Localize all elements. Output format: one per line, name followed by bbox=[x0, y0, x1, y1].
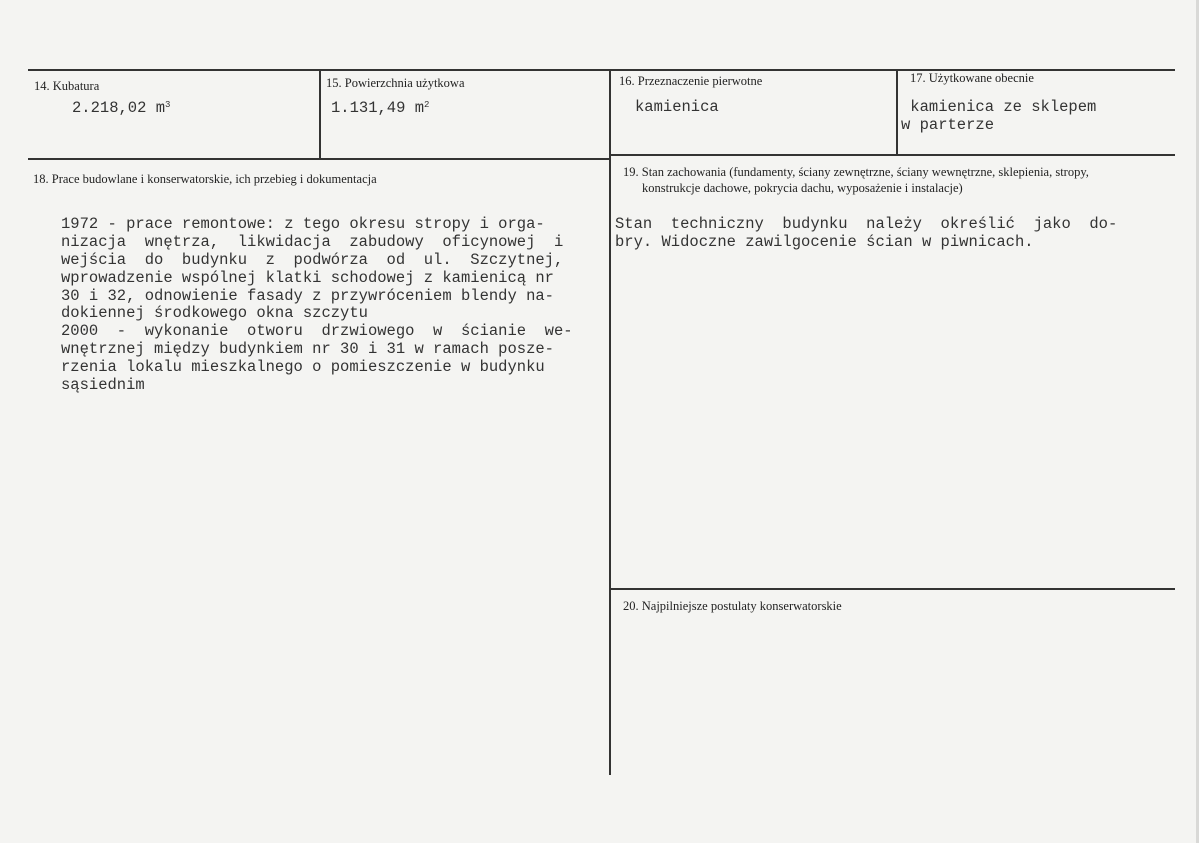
field-15-label: 15. Powierzchnia użytkowa bbox=[326, 76, 465, 90]
field-14-value-text: 2.218,02 m bbox=[72, 99, 166, 117]
field-18-line: 1972 - prace remontowe: z tego okresu stropy i orga- bbox=[61, 215, 545, 233]
field-18-label: 18. Prace budowlane i konserwatorskie, ich przebieg i dokumentacja bbox=[33, 172, 377, 186]
field-17-value-line-2: w parterze bbox=[901, 116, 995, 134]
field-15-value bbox=[331, 100, 429, 118]
field-18-line: rzenia lokalu mieszkalnego o pomieszczenie w budynku bbox=[61, 358, 545, 376]
field-14-value bbox=[72, 100, 170, 118]
field-18-line: wnętrznej między budynkiem nr 30 i 31 w ramach posze- bbox=[61, 340, 554, 358]
field-18-line: nizacja wnętrza, likwidacja zabudowy oficynowej i bbox=[61, 233, 564, 251]
field-18-line: 30 i 32, odnowienie fasady z przywróceniem blendy na- bbox=[61, 287, 554, 305]
column-divider-1 bbox=[319, 69, 321, 159]
column-divider-3 bbox=[896, 69, 898, 155]
field-16-label: 16. Przeznaczenie pierwotne bbox=[619, 74, 763, 88]
field-18-line: dokiennej środkowego okna szczytu bbox=[61, 304, 368, 322]
field-19-line: Stan techniczny budynku należy określić jako do- bbox=[615, 215, 1118, 233]
field-14-unit-exponent: 3 bbox=[165, 100, 171, 110]
field-18-line: wejścia do budynku z podwórza od ul. Szczytnej, bbox=[61, 251, 564, 269]
section-20-divider bbox=[610, 588, 1175, 590]
field-14-label: 14. Kubatura bbox=[34, 79, 100, 93]
field-19-line: bry. Widoczne zawilgocenie ścian w piwnicach. bbox=[615, 233, 1034, 251]
field-19-label-line-1: 19. Stan zachowania (fundamenty, ściany zewnętrzne, ściany wewnętrzne, sklepienia, stropy, bbox=[623, 165, 1089, 179]
row-divider-right bbox=[610, 154, 1175, 156]
column-divider-main bbox=[609, 69, 611, 775]
field-19-label-line-2: konstrukcje dachowe, pokrycia dachu, wyposażenie i instalacje) bbox=[642, 181, 963, 195]
field-18-line: wprowadzenie wspólnej klatki schodowej z kamienicą nr bbox=[61, 269, 554, 287]
field-15-value-text: 1.131,49 m bbox=[331, 99, 425, 117]
field-18-line: 2000 - wykonanie otworu drzwiowego w ścianie we- bbox=[61, 322, 573, 340]
field-17-value-line-1: kamienica ze sklepem bbox=[901, 98, 1097, 116]
field-17-label: 17. Użytkowane obecnie bbox=[910, 71, 1034, 85]
field-18-line: sąsiednim bbox=[61, 376, 145, 394]
field-16-value: kamienica bbox=[635, 98, 719, 116]
field-20-label: 20. Najpilniejsze postulaty konserwatorskie bbox=[623, 599, 842, 613]
field-15-unit-exponent: 2 bbox=[424, 100, 430, 110]
